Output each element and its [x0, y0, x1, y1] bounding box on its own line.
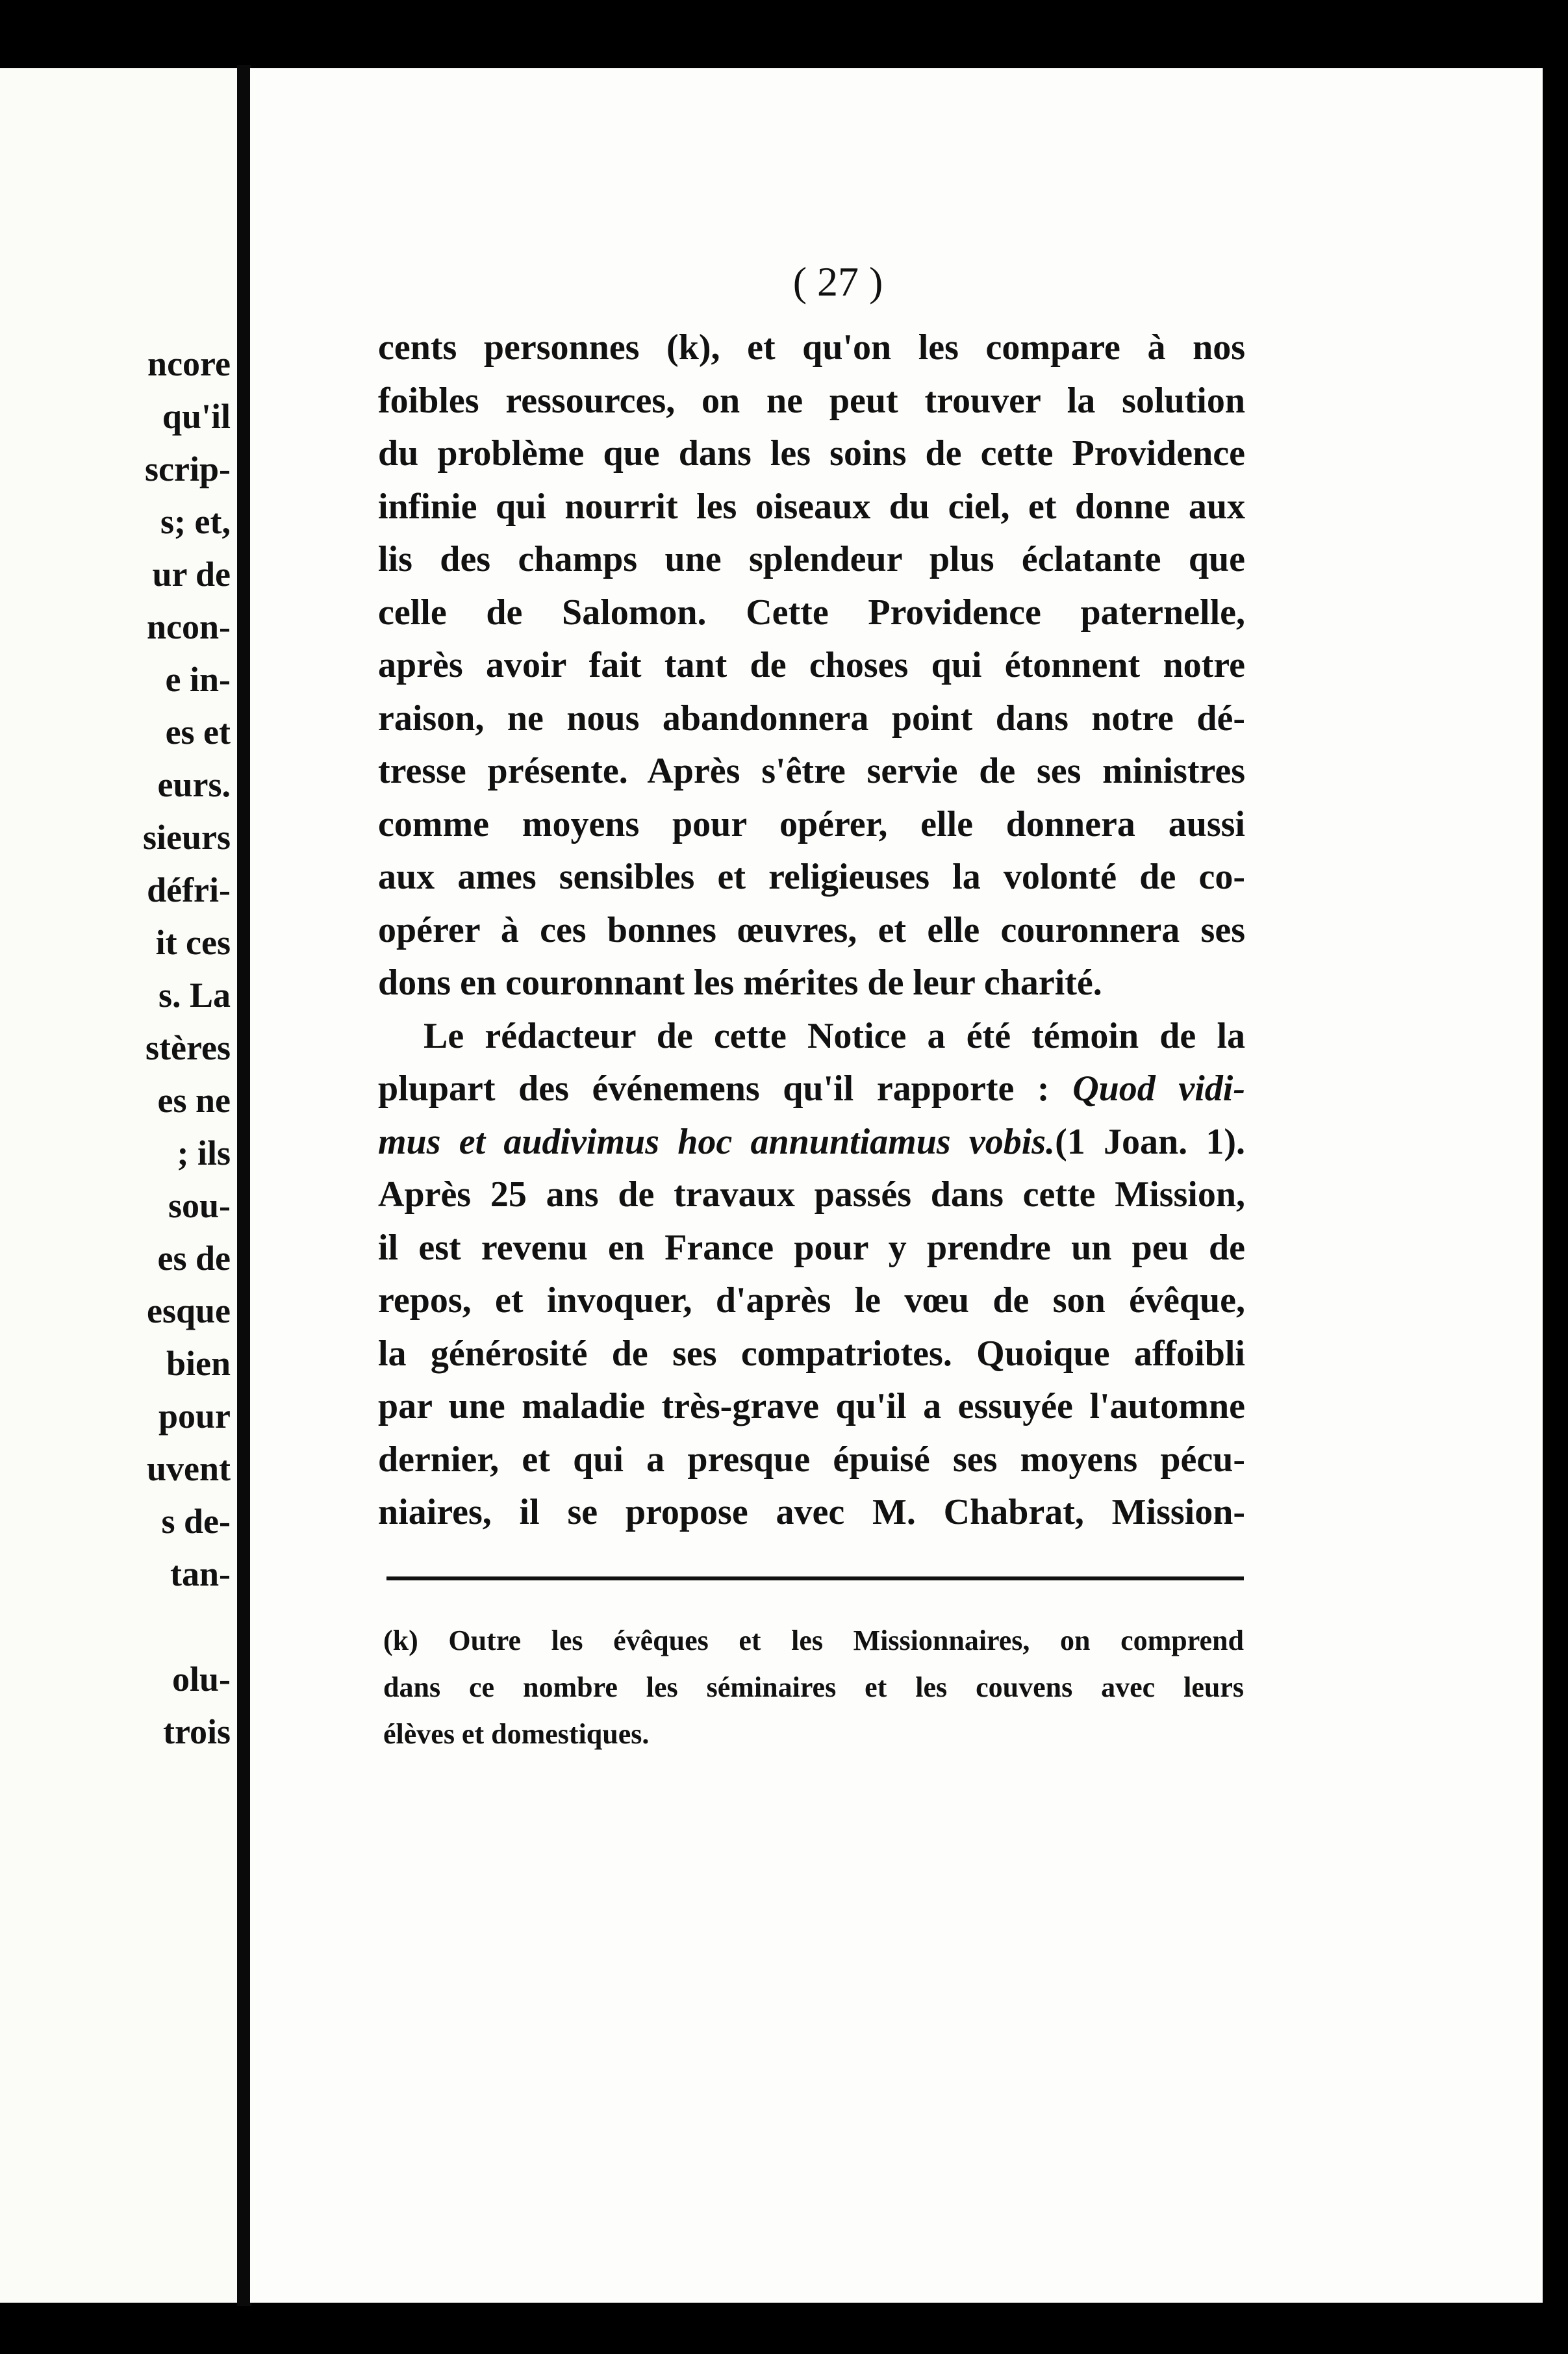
- book-spine: [237, 65, 251, 2306]
- text-line: cents personnes (k), et qu'on les compare à nos: [378, 327, 1245, 368]
- left-fragment: bien: [166, 1344, 231, 1383]
- left-fragment: es de: [157, 1239, 231, 1278]
- left-fragment: ur de: [152, 555, 231, 594]
- text-line: foibles ressources, on ne peut trouver la solution: [378, 380, 1245, 421]
- left-fragment: stères: [145, 1028, 231, 1067]
- text-line-with-italic: [378, 1063, 1245, 1116]
- left-fragment: scrip-: [145, 449, 231, 488]
- left-fragment: es ne: [157, 1081, 231, 1120]
- left-fragment: esque: [146, 1291, 231, 1330]
- text-line: dons en couronnant les mérites de leur charité.: [378, 963, 1102, 1003]
- left-fragment: it ces: [155, 923, 231, 962]
- left-fragment: s de-: [161, 1502, 231, 1541]
- left-fragment: ncore: [147, 344, 231, 383]
- footnote-line: (k) Outre les évêques et les Missionnaires, on comprend: [383, 1625, 1244, 1656]
- text-line: Après 25 ans de travaux passés dans cette Mission,: [378, 1174, 1245, 1215]
- text-line: lis des champs une splendeur plus éclatante que: [378, 539, 1245, 579]
- text-line: par une maladie très-grave qu'il a essuyée l'automne: [378, 1386, 1245, 1426]
- text-line: il est revenu en France pour y prendre un peu de: [378, 1227, 1245, 1268]
- text-line: celle de Salomon. Cette Providence paternelle,: [378, 592, 1245, 633]
- text-line: après avoir fait tant de choses qui étonnent notre: [378, 645, 1245, 685]
- text-line-with-italic: [378, 1116, 1245, 1169]
- footnote-line: dans ce nombre les séminaires et les couvens avec leurs: [383, 1671, 1244, 1703]
- citation: (1 Joan. 1).: [1055, 1121, 1245, 1162]
- left-fragment: tan-: [170, 1554, 231, 1593]
- left-fragment: olu-: [171, 1660, 231, 1699]
- text-line: repos, et invoquer, d'après le vœu de son évêque,: [378, 1280, 1245, 1321]
- text-line: dernier, et qui a presque épuisé ses moyens pécu-: [378, 1439, 1245, 1480]
- book-page: [250, 68, 1543, 2303]
- footnote-line: élèves et domestiques.: [383, 1718, 650, 1750]
- left-fragment: ; ils: [177, 1133, 231, 1172]
- text-line: niaires, il se propose avec M. Chabrat, Mission-: [378, 1492, 1245, 1532]
- body-text: [378, 322, 1245, 1539]
- text-line: du problème que dans les soins de cette Providence: [378, 433, 1245, 474]
- left-fragment: sou-: [168, 1186, 231, 1225]
- left-fragment: e in-: [165, 660, 231, 699]
- left-fragment: pour: [158, 1397, 231, 1436]
- text-line: la générosité de ses compatriotes. Quoique affoibli: [378, 1333, 1245, 1374]
- latin-quote: Quod vidi-: [1072, 1069, 1245, 1109]
- left-page-text: [143, 338, 231, 1758]
- latin-quote: mus et audivimus hoc annuntiamus vobis.: [378, 1121, 1056, 1162]
- left-fragment: uvent: [146, 1449, 231, 1488]
- left-fragment: s; et,: [160, 502, 231, 541]
- left-facing-page: [0, 68, 237, 2303]
- text-segment: plupart des événemens qu'il rapporte :: [378, 1069, 1050, 1109]
- text-line: aux ames sensibles et religieuses la volonté de co-: [378, 857, 1245, 897]
- left-fragment: eurs.: [157, 765, 231, 804]
- footnote: [383, 1617, 1244, 1758]
- text-line: raison, ne nous abandonnera point dans notre dé-: [378, 698, 1245, 739]
- left-fragment: défri-: [147, 870, 231, 909]
- footnote-rule: [386, 1576, 1244, 1580]
- paragraph-start-line: Le rédacteur de cette Notice a été témoin de la: [424, 1015, 1245, 1056]
- left-fragment: es et: [165, 713, 231, 752]
- page-number: ( 27 ): [792, 259, 883, 305]
- left-fragment: sieurs: [143, 818, 231, 857]
- text-line: comme moyens pour opérer, elle donnera aussi: [378, 804, 1245, 844]
- left-fragment: [143, 1601, 231, 1653]
- left-fragment: trois: [163, 1712, 231, 1751]
- text-line: tresse présente. Après s'être servie de ses ministres: [378, 751, 1245, 791]
- text-line: opérer à ces bonnes œuvres, et elle couronnera ses: [378, 909, 1245, 950]
- left-fragment: s. La: [158, 976, 231, 1015]
- left-fragment: qu'il: [162, 397, 231, 436]
- left-fragment: ncon-: [146, 607, 231, 646]
- text-line: infinie qui nourrit les oiseaux du ciel, et donne aux: [378, 486, 1245, 527]
